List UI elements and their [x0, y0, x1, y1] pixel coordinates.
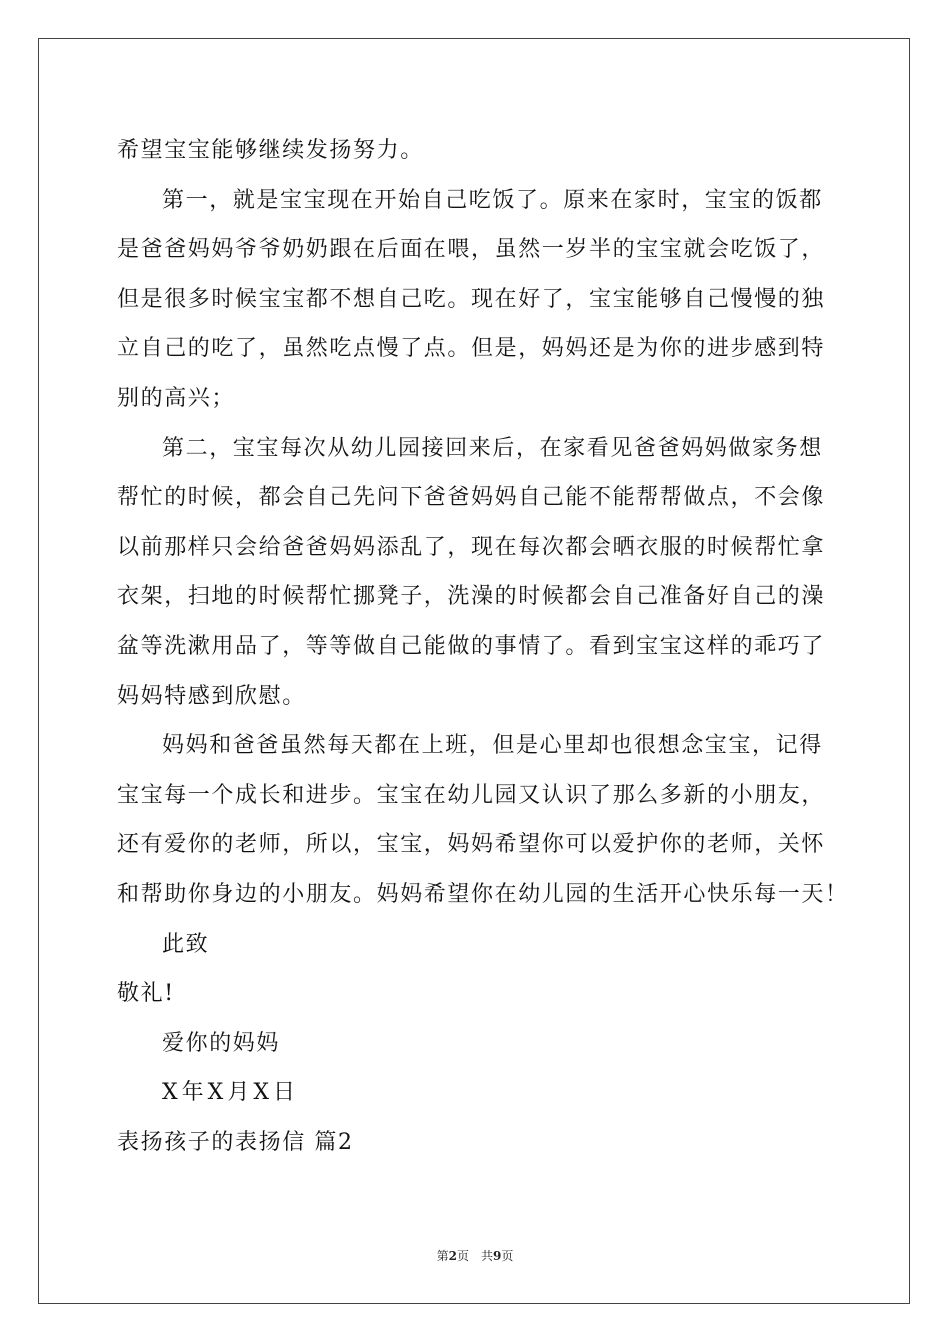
text-line: 但是很多时候宝宝都不想自己吃。现在好了，宝宝能够自己慢慢的独 [117, 286, 826, 312]
paragraph-line: 妈妈和爸爸虽然每天都在上班，但是心里却也很想念宝宝，记得 [162, 733, 823, 759]
text-line: 衣架，扫地的时候帮忙挪凳子，洗澡的时候都会自己准备好自己的澡 [117, 584, 826, 610]
text-line: 是爸爸妈妈爷爷奶奶跟在后面在喂，虽然一岁半的宝宝就会吃饭了， [117, 237, 826, 263]
text-line: 希望宝宝能够继续发扬努力。 [117, 138, 424, 163]
footer-middle: 页 共 [456, 1249, 493, 1263]
total-pages-number: 9 [493, 1249, 502, 1263]
section-heading: 表扬孩子的表扬信 篇2 [117, 1129, 354, 1155]
signature: 爱你的妈妈 [162, 1030, 281, 1056]
text-line: 立自己的吃了，虽然吃点慢了点。但是，妈妈还是为你的进步感到特 [117, 336, 826, 362]
paragraph-line: 第一，就是宝宝现在开始自己吃饭了。原来在家时，宝宝的饭都 [162, 187, 823, 213]
text-line: 妈妈特感到欣慰。 [117, 683, 306, 709]
footer-suffix: 页 [501, 1249, 514, 1263]
closing-regards: 敬礼! [117, 981, 175, 1007]
text-line: 宝宝每一个成长和进步。宝宝在幼儿园又认识了那么多新的小朋友， [117, 782, 826, 808]
text-line: 别的高兴； [117, 385, 236, 411]
text-line: 帮忙的时候，都会自己先问下爸爸妈妈自己能不能帮帮做点，不会像 [117, 485, 826, 511]
closing-salutation: 此致 [162, 931, 210, 957]
text-line: 盆等洗漱用品了，等等做自己能做的事情了。看到宝宝这样的乖巧了 [117, 633, 826, 659]
text-line: 和帮助你身边的小朋友。妈妈希望你在幼儿园的生活开心快乐每一天！ [117, 881, 849, 907]
text-line: 还有爱你的老师，所以，宝宝，妈妈希望你可以爱护你的老师，关怀 [117, 832, 826, 858]
document-body [117, 126, 849, 1167]
letter-date: X年X月X日 [162, 1080, 299, 1106]
page-footer [0, 1247, 950, 1264]
footer-prefix: 第 [436, 1249, 449, 1263]
text-line: 以前那样只会给爸爸妈妈添乱了，现在每次都会晒衣服的时候帮忙拿 [117, 534, 826, 560]
paragraph-line: 第二，宝宝每次从幼儿园接回来后，在家看见爸爸妈妈做家务想 [162, 435, 823, 461]
current-page-number: 2 [448, 1249, 457, 1263]
